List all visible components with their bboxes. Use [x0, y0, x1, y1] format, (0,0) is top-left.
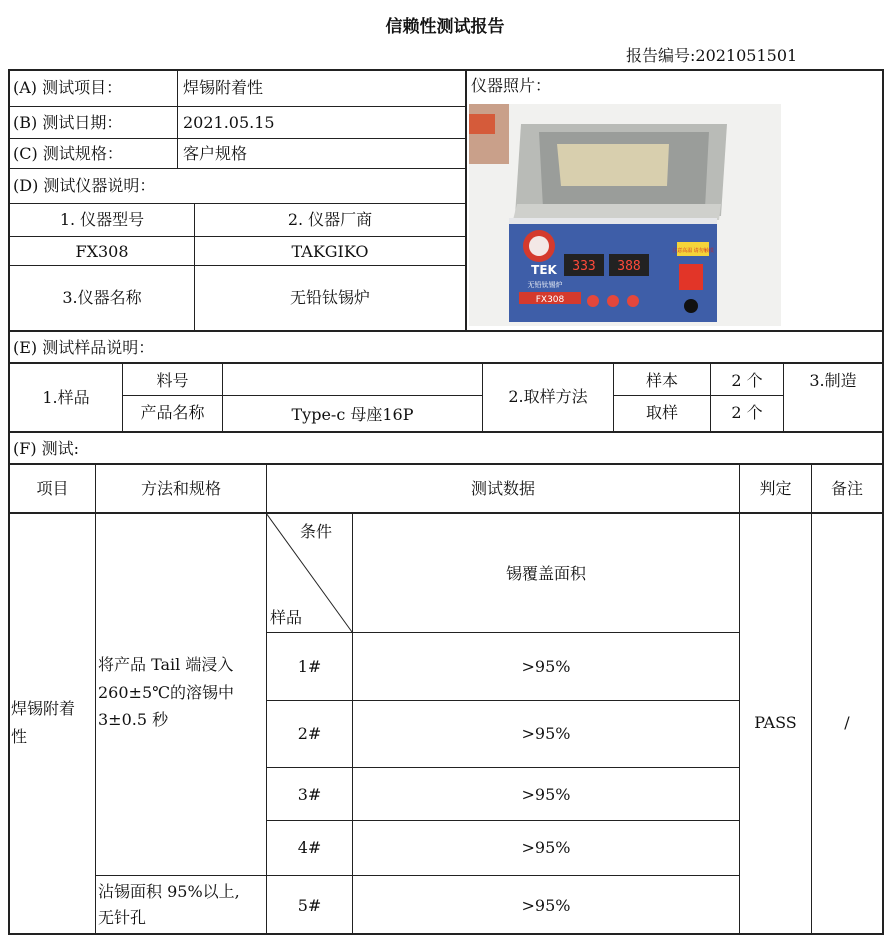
product-name-value: Type-c 母座16P: [291, 405, 414, 424]
photo-label: 仪器照片：: [471, 76, 552, 95]
instrument-photo: [469, 104, 781, 326]
instrument-maker-value: TAKGIKO: [291, 242, 369, 261]
row-4-sample: 4#: [297, 838, 322, 857]
instrument-model-value: FX308: [75, 242, 129, 261]
solder-pot-illustration: [469, 104, 781, 326]
test-date-value: 2021.05.15: [183, 113, 275, 132]
instrument-name-value: 无铅钛锡炉: [289, 288, 370, 307]
row-1-value: >95%: [521, 657, 571, 676]
sampling-method-label: 2.取样方法: [508, 387, 588, 406]
specimen-value: 2 个: [731, 371, 763, 390]
row-3-value: >95%: [521, 785, 571, 804]
header-judgement: 判定: [759, 479, 792, 498]
page-title: 信赖性测试报告: [385, 17, 505, 37]
judgement-value: PASS: [754, 713, 797, 732]
photo-warning: 注意高温 请勿触摸: [672, 248, 714, 254]
method-line-2: 260±5℃的溶锡中: [98, 683, 235, 702]
criteria-line-1: 沾锡面积 95%以上,: [98, 882, 240, 901]
header-item: 项目: [36, 479, 69, 498]
method-line-3: 3±0.5 秒: [98, 710, 169, 729]
test-date-label: (B) 测试日期：: [13, 113, 123, 132]
instrument-name-label: 3.仪器名称: [62, 288, 142, 307]
row-3-sample: 3#: [297, 785, 322, 804]
report-number: 报告编号:2021051501: [626, 46, 798, 65]
item-value-line-1: 焊锡附着: [11, 699, 76, 718]
photo-brand: TEK: [531, 263, 557, 277]
part-number-label: 料号: [156, 371, 189, 390]
test-spec-label: (C) 测试规格：: [13, 144, 123, 163]
header-remark: 备注: [830, 479, 863, 498]
instrument-model-label: 1. 仪器型号: [59, 210, 145, 229]
row-5-sample: 5#: [297, 896, 322, 915]
row-1-sample: 1#: [297, 657, 322, 676]
instrument-maker-label: 2. 仪器厂商: [287, 210, 373, 229]
photo-display-right: 388: [617, 259, 641, 274]
sample-axis-label: 样品: [270, 608, 303, 627]
test-spec-value: 客户规格: [183, 144, 248, 163]
row-2-sample: 2#: [297, 724, 322, 743]
sample-section-label: (E) 测试样品说明：: [13, 338, 155, 357]
criteria-line-2: 无针孔: [98, 908, 147, 927]
row-5-value: >95%: [521, 896, 571, 915]
row-4-value: >95%: [521, 838, 571, 857]
manufacture-label: 3.制造: [809, 371, 857, 390]
photo-display-left: 333: [572, 259, 596, 274]
remark-value: /: [844, 713, 850, 732]
header-data: 测试数据: [470, 479, 535, 498]
condition-label: 条件: [300, 522, 333, 541]
take-value: 2 个: [731, 403, 763, 422]
item-value-line-2: 性: [11, 727, 28, 746]
test-item-value: 焊锡附着性: [183, 78, 264, 97]
method-line-1: 将产品 Tail 端浸入: [98, 655, 234, 674]
coverage-label: 锡覆盖面积: [505, 564, 586, 583]
sample-label: 1.样品: [42, 388, 90, 407]
header-method: 方法和规格: [140, 479, 221, 498]
instrument-section-label: (D) 测试仪器说明：: [13, 176, 156, 195]
photo-sublabel: 无铅钛锡炉: [527, 281, 563, 289]
test-item-label: (A) 测试项目：: [13, 78, 123, 97]
test-section-label: (F) 测试:: [13, 439, 80, 458]
row-2-value: >95%: [521, 724, 571, 743]
take-label: 取样: [645, 403, 678, 422]
product-name-label: 产品名称: [140, 403, 205, 422]
specimen-label: 样本: [645, 371, 678, 390]
photo-model: FX308: [535, 295, 565, 305]
